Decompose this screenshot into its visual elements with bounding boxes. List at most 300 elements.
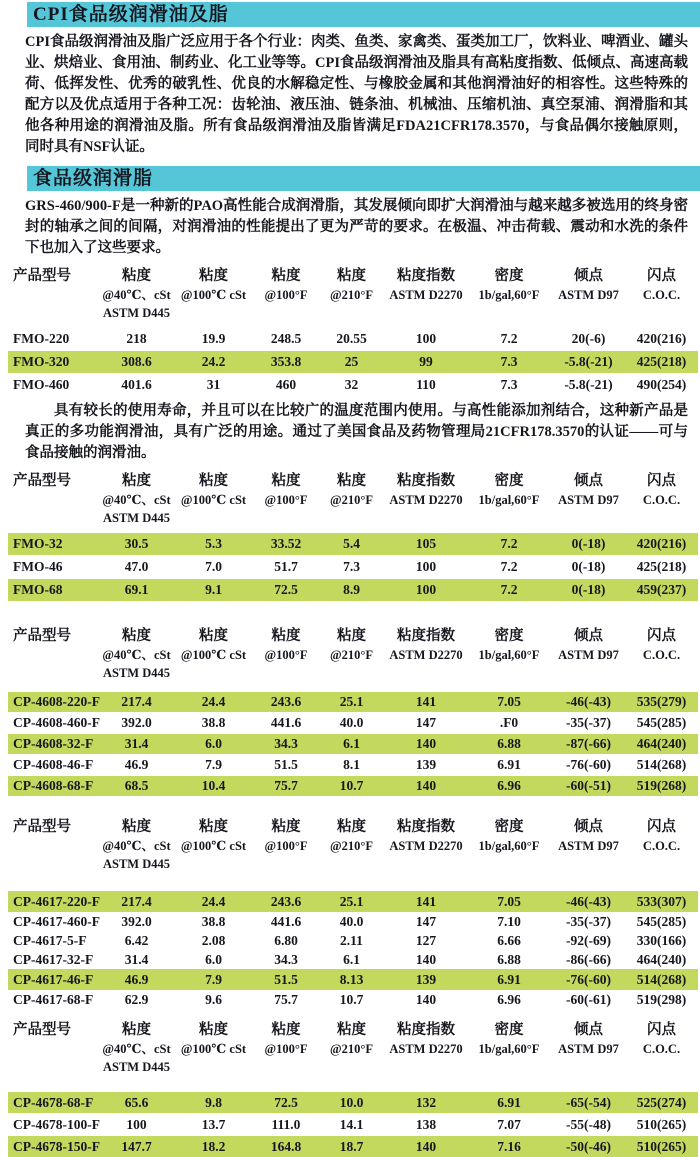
table-cell: 147 <box>415 914 437 929</box>
table-cell: 218 <box>126 331 147 346</box>
column-sublabel: C.O.C. <box>642 839 681 853</box>
table-cell: 34.3 <box>274 736 298 751</box>
table-cell: 6.42 <box>124 933 149 948</box>
table-cell: 62.9 <box>124 992 149 1007</box>
table-cell: 6.91 <box>497 972 521 987</box>
table-cell: 100 <box>415 559 437 574</box>
column-label: 密度 <box>494 819 524 835</box>
table-cell: 99 <box>419 354 433 369</box>
table-cell: 6.1 <box>343 736 360 751</box>
table-cell: 441.6 <box>270 715 302 730</box>
table-cell: 533(307) <box>636 894 687 909</box>
column-label: 倾点 <box>574 268 603 284</box>
column-header <box>385 818 467 873</box>
column-header <box>551 1021 626 1076</box>
column-sublabel: ASTM D97 <box>558 839 619 853</box>
table-cell: 535(279) <box>636 694 687 709</box>
table-cell: -55(-48) <box>566 1117 611 1132</box>
column-header <box>467 1021 551 1076</box>
table-cell: 47.0 <box>124 559 149 574</box>
table-cell: 30.5 <box>124 536 149 551</box>
column-label: 粘度 <box>122 819 151 835</box>
column-header <box>467 818 551 873</box>
table-cell: 217.4 <box>121 894 152 909</box>
column-header <box>8 818 100 873</box>
table-cell: 46.9 <box>124 972 149 987</box>
column-sublabel: @40℃、cSt <box>102 839 171 853</box>
column-label: 粘度指数 <box>397 628 455 644</box>
column-sublabel: C.O.C. <box>642 1042 681 1056</box>
table-cell: 9.1 <box>205 582 222 597</box>
column-header <box>467 267 551 322</box>
table-cell: 9.6 <box>205 992 222 1007</box>
table-cell: 308.6 <box>121 354 152 369</box>
table-cell: 100 <box>126 1117 147 1132</box>
table-cell: 464(240) <box>636 952 687 967</box>
table-cell: 9.8 <box>205 1095 222 1110</box>
column-header <box>551 267 626 322</box>
table-cell: 5.4 <box>343 536 360 551</box>
column-method: ASTM D445 <box>102 857 171 871</box>
column-label: 粘度 <box>271 473 301 489</box>
column-label: 粘度 <box>199 819 228 835</box>
column-sublabel: @100℃ cSt <box>180 839 247 853</box>
table-row <box>8 990 698 1009</box>
column-header <box>254 472 318 527</box>
table-cell: 40.0 <box>339 914 364 929</box>
column-label: 粘度 <box>199 268 228 284</box>
column-label: 闪点 <box>647 268 676 284</box>
table-cell: -50(-46) <box>566 1139 611 1154</box>
table-row <box>8 1136 698 1157</box>
column-header <box>626 472 697 527</box>
table-cell: 100 <box>415 331 437 346</box>
table-cell: 7.9 <box>205 757 222 772</box>
column-label: 倾点 <box>574 1022 603 1038</box>
table-cell: 6.66 <box>497 933 521 948</box>
table-cell: 10.7 <box>339 778 364 793</box>
column-method: ASTM D445 <box>102 666 171 680</box>
column-label: 闪点 <box>647 1022 676 1038</box>
table-cell: -87(-66) <box>566 736 611 751</box>
table-cell: 68.5 <box>124 778 149 793</box>
column-header <box>8 472 100 527</box>
column-header <box>467 627 551 682</box>
table-header <box>8 1021 698 1076</box>
column-sublabel: @210°F <box>329 288 373 302</box>
column-header <box>100 818 173 873</box>
column-header <box>551 818 626 873</box>
table-row <box>8 969 698 990</box>
column-sublabel: C.O.C. <box>642 493 681 507</box>
product-model: CP-4617-220-F <box>13 894 100 909</box>
table-cell: 545(285) <box>636 914 687 929</box>
table-cell: 140 <box>415 736 437 751</box>
column-header <box>173 1021 254 1076</box>
table-cell: 14.1 <box>339 1117 364 1132</box>
table-cell: 7.9 <box>205 972 222 987</box>
table-cell: 243.6 <box>270 694 302 709</box>
table-cell: 51.5 <box>274 757 298 772</box>
column-sublabel: @40℃、cSt <box>102 493 171 507</box>
table-cell: 32 <box>344 377 359 392</box>
column-label: 倾点 <box>574 473 603 489</box>
table-cell: 6.1 <box>343 952 360 967</box>
table-row <box>8 950 698 969</box>
column-label: 闪点 <box>647 628 676 644</box>
column-sublabel: @100℃ cSt <box>180 493 247 507</box>
product-model: CP-4678-150-F <box>13 1139 100 1154</box>
column-header <box>8 267 100 322</box>
column-header <box>254 1021 318 1076</box>
table-cell: 7.2 <box>500 331 518 346</box>
table-cell: 31 <box>206 377 221 392</box>
column-sublabel: ASTM D2270 <box>389 288 463 302</box>
table-cell: -60(-51) <box>566 778 611 793</box>
table-cell: 514(268) <box>636 757 687 772</box>
column-sublabel: @210°F <box>329 1042 373 1056</box>
column-method: ASTM D445 <box>102 511 171 525</box>
column-label: 粘度 <box>337 819 366 835</box>
column-method: ASTM D445 <box>102 1060 171 1074</box>
column-sublabel: ASTM D97 <box>558 1042 619 1056</box>
table-cell: 51.5 <box>274 972 298 987</box>
table-cell: 490(254) <box>636 377 687 392</box>
table-cell: 6.96 <box>497 778 521 793</box>
column-label: 产品型号 <box>13 268 71 284</box>
table-cell: -5.8(-21) <box>564 354 613 369</box>
column-sublabel: ASTM D97 <box>558 288 619 302</box>
table-cell: 7.3 <box>343 559 360 574</box>
product-model: FMO-460 <box>13 377 70 392</box>
table-cell: 24.2 <box>201 354 226 369</box>
product-model: FMO-220 <box>13 331 70 346</box>
fmo-light-oil-table <box>8 472 698 601</box>
column-header <box>551 472 626 527</box>
table-cell: 46.9 <box>124 757 149 772</box>
product-model: CP-4608-46-F <box>13 757 94 772</box>
column-header <box>385 1021 467 1076</box>
section-title-grease: 食品级润滑脂 <box>33 168 154 189</box>
column-label: 密度 <box>494 268 524 284</box>
column-label: 密度 <box>494 473 524 489</box>
table-cell: 31.4 <box>124 952 149 967</box>
table-cell: 243.6 <box>270 894 302 909</box>
table-cell: 5.3 <box>205 536 222 551</box>
table-cell: 18.7 <box>339 1139 364 1154</box>
table-row <box>8 1114 698 1135</box>
table-cell: -46(-43) <box>566 694 611 709</box>
column-header <box>254 627 318 682</box>
column-label: 粘度指数 <box>397 268 455 284</box>
table-cell: -92(-69) <box>566 933 611 948</box>
column-sublabel: @100℃ cSt <box>180 648 247 662</box>
table-cell: 6.88 <box>497 736 521 751</box>
column-sublabel: @40℃、cSt <box>102 1042 171 1056</box>
table-cell: 392.0 <box>121 914 152 929</box>
column-sublabel: C.O.C. <box>642 648 681 662</box>
column-header <box>318 627 385 682</box>
column-header <box>318 267 385 322</box>
column-sublabel: @100°F <box>264 648 308 662</box>
column-sublabel: @100°F <box>264 1042 308 1056</box>
table-cell: 425(218) <box>636 354 687 369</box>
table-cell: 75.7 <box>274 992 298 1007</box>
table-row <box>8 556 698 578</box>
table-row <box>8 713 698 733</box>
table-cell: 100 <box>415 582 437 597</box>
table-cell: 38.8 <box>201 715 226 730</box>
section-paragraph-grease: GRS-460/900-F是一种新的PAO高性能合成润滑脂，其发展倾向即扩大润滑油与越来越多被选用的终身密封的轴承之间的间隔，对润滑油的性能提出了更为严苛的要求。在极温、冲击荷载、震动和水洗的条件下也加入了这些要求。 <box>25 198 688 256</box>
table-row <box>8 755 698 775</box>
table-cell: 460 <box>275 377 297 392</box>
column-header <box>318 818 385 873</box>
column-label: 粘度 <box>122 268 151 284</box>
table-cell: 72.5 <box>274 582 298 597</box>
table-cell: 514(268) <box>636 972 687 987</box>
table-cell: 141 <box>415 894 437 909</box>
table-cell: 38.8 <box>201 914 226 929</box>
column-sublabel: @100℃ cSt <box>180 1042 247 1056</box>
table-cell: 6.91 <box>497 757 521 772</box>
column-header <box>173 627 254 682</box>
table-cell: -46(-43) <box>566 894 611 909</box>
table-cell: 10.7 <box>339 992 364 1007</box>
table-row <box>8 533 698 555</box>
table-cell: 6.0 <box>205 952 222 967</box>
product-model: CP-4617-32-F <box>13 952 94 967</box>
table-cell: 6.91 <box>497 1095 521 1110</box>
table-row <box>8 692 698 712</box>
table-cell: .F0 <box>499 715 519 730</box>
column-label: 粘度 <box>337 268 366 284</box>
table-cell: 6.80 <box>274 933 298 948</box>
product-model: CP-4617-460-F <box>13 914 100 929</box>
table-cell: 7.2 <box>500 559 518 574</box>
table-cell: 140 <box>415 992 437 1007</box>
table-cell: 7.10 <box>497 914 521 929</box>
column-header <box>467 472 551 527</box>
product-model: FMO-320 <box>13 354 70 369</box>
table-cell: 7.2 <box>500 536 518 551</box>
column-header <box>254 267 318 322</box>
table-cell: 7.07 <box>497 1117 521 1132</box>
table-cell: 40.0 <box>339 715 364 730</box>
table-cell: 24.4 <box>201 894 226 909</box>
table-cell: 33.52 <box>270 536 302 551</box>
product-model: CP-4608-32-F <box>13 736 94 751</box>
product-model: CP-4617-5-F <box>13 933 87 948</box>
table-cell: 140 <box>415 952 437 967</box>
column-label: 产品型号 <box>13 473 71 489</box>
table-row <box>8 931 698 950</box>
table-row <box>8 776 698 796</box>
product-model: CP-4608-460-F <box>13 715 100 730</box>
table-cell: 110 <box>416 377 436 392</box>
table-cell: 25.1 <box>339 894 364 909</box>
section-title-bar-oils <box>27 2 700 27</box>
table-cell: 425(218) <box>636 559 687 574</box>
table-cell: 105 <box>415 536 437 551</box>
table-cell: 217.4 <box>121 694 152 709</box>
table-cell: 65.6 <box>124 1095 149 1110</box>
column-label: 粘度指数 <box>397 1022 455 1038</box>
table-cell: -76(-60) <box>566 972 611 987</box>
column-sublabel: @40℃、cSt <box>102 288 171 302</box>
table-cell: 2.08 <box>201 933 226 948</box>
table-cell: 139 <box>415 972 437 987</box>
table-cell: 72.5 <box>274 1095 298 1110</box>
section-paragraph-oils: CPI食品级润滑油及脂广泛应用于各个行业：肉类、鱼类、家禽类、蛋类加工厂，饮料业、啤酒业、罐头业、烘焙业、食用油、制药业、化工业等等。CPI食品级润滑油及脂具有高粘度指数、低倾点、高速高载荷、低挥发性、优秀的破乳性、优良的水解稳定性、与橡胶金属和其他润滑油好的相容性。这些特殊的配方以及优点适用于各种工况：齿轮油、液压油、链条油、机械油、压缩机油、真空泵浦、润滑脂和其他各种用途的润滑油及脂。所有食品级润滑油及脂皆满足FDA21CFR178.3570，与食品偶尔接触原则，同时具有NSF认证。 <box>25 34 688 155</box>
column-label: 粘度 <box>337 473 366 489</box>
table-cell: 31.4 <box>124 736 149 751</box>
column-label: 粘度指数 <box>397 473 455 489</box>
column-header <box>8 1021 100 1076</box>
column-sublabel: ASTM D2270 <box>389 493 463 507</box>
table-cell: -60(-61) <box>566 992 611 1007</box>
table-cell: 19.9 <box>201 331 226 346</box>
table-cell: 0(-18) <box>571 536 606 551</box>
column-header <box>626 627 697 682</box>
table-cell: 248.5 <box>270 331 302 346</box>
column-label: 粘度 <box>271 1022 301 1038</box>
column-sublabel: @100°F <box>264 839 308 853</box>
column-header <box>173 267 254 322</box>
table-row <box>8 328 698 350</box>
table-cell: 519(298) <box>636 992 687 1007</box>
table-cell: 18.2 <box>201 1139 226 1154</box>
table-cell: 147.7 <box>121 1139 152 1154</box>
table-cell: 353.8 <box>270 354 302 369</box>
column-header <box>626 267 697 322</box>
column-method: ASTM D445 <box>102 306 171 320</box>
cp-4678-table <box>8 1021 698 1157</box>
table-cell: 147 <box>415 715 437 730</box>
table-header <box>8 267 698 322</box>
table-cell: -65(-54) <box>566 1095 611 1110</box>
table-row <box>8 734 698 754</box>
column-label: 产品型号 <box>13 819 71 835</box>
table-cell: 510(265) <box>636 1117 687 1132</box>
column-header <box>8 627 100 682</box>
table-cell: 20.55 <box>336 331 367 346</box>
column-header <box>318 1021 385 1076</box>
column-label: 密度 <box>494 1022 524 1038</box>
table-cell: 10.0 <box>339 1095 364 1110</box>
table-cell: 140 <box>415 778 437 793</box>
table-cell: 330(166) <box>636 933 687 948</box>
table-cell: 519(268) <box>636 778 687 793</box>
product-model: CP-4678-100-F <box>13 1117 100 1132</box>
table-cell: 141 <box>415 694 437 709</box>
table-cell: 51.7 <box>274 559 298 574</box>
table-cell: 34.3 <box>274 952 298 967</box>
table-cell: 8.1 <box>343 757 360 772</box>
table-cell: 7.3 <box>500 354 518 369</box>
table-cell: 401.6 <box>121 377 152 392</box>
mid-paragraph: 具有较长的使用寿命，并且可以在比较广的温度范围内使用。与高性能添加剂结合，这种新产品是真正的多功能润滑油，具有广泛的用途。通过了美国食品及药物管理局21CFR178.3570的认证——可与食品接触的润滑油。 <box>25 403 688 461</box>
table-cell: 510(265) <box>636 1139 687 1154</box>
table-row <box>8 912 698 931</box>
table-cell: 132 <box>415 1095 437 1110</box>
table-row <box>8 579 698 601</box>
table-cell: -5.8(-21) <box>564 377 613 392</box>
column-header <box>173 818 254 873</box>
table-cell: 6.96 <box>497 992 521 1007</box>
table-cell: 69.1 <box>124 582 149 597</box>
table-cell: 20(-6) <box>571 331 606 346</box>
column-sublabel: @100°F <box>264 493 308 507</box>
column-label: 粘度 <box>122 1022 151 1038</box>
cp-4608-table <box>8 627 698 796</box>
table-row <box>8 891 698 912</box>
column-sublabel: C.O.C. <box>642 288 681 302</box>
column-sublabel: @40℃、cSt <box>102 648 171 662</box>
cp-4617-table <box>8 818 698 1009</box>
product-model: FMO-68 <box>13 582 63 597</box>
column-label: 倾点 <box>574 628 603 644</box>
column-label: 粘度 <box>271 268 301 284</box>
table-cell: 7.05 <box>497 894 521 909</box>
column-sublabel: ASTM D2270 <box>389 839 463 853</box>
column-label: 产品型号 <box>13 1022 71 1038</box>
table-cell: 420(216) <box>636 331 687 346</box>
table-cell: 392.0 <box>121 715 152 730</box>
table-cell: 8.13 <box>339 972 364 987</box>
table-cell: 75.7 <box>274 778 298 793</box>
column-label: 倾点 <box>574 819 603 835</box>
product-model: CP-4678-68-F <box>13 1095 94 1110</box>
table-row <box>8 351 698 373</box>
column-label: 粘度 <box>337 1022 366 1038</box>
column-sublabel: 1b/gal,60°F <box>478 648 540 662</box>
section-title-bar-grease <box>27 166 700 191</box>
table-cell: 6.0 <box>205 736 222 751</box>
column-label: 粘度 <box>271 628 301 644</box>
column-header <box>318 472 385 527</box>
table-cell: 8.9 <box>343 582 360 597</box>
column-header <box>385 627 467 682</box>
column-label: 粘度 <box>271 819 301 835</box>
table-cell: 6.88 <box>497 952 521 967</box>
column-header <box>385 267 467 322</box>
table-cell: 7.3 <box>500 377 518 392</box>
column-sublabel: ASTM D97 <box>558 648 619 662</box>
product-model: CP-4608-68-F <box>13 778 94 793</box>
column-sublabel: 1b/gal,60°F <box>478 288 540 302</box>
table-row <box>8 1092 698 1113</box>
column-sublabel: 1b/gal,60°F <box>478 493 540 507</box>
column-label: 粘度 <box>122 473 151 489</box>
table-cell: 545(285) <box>636 715 687 730</box>
table-cell: 140 <box>415 1139 437 1154</box>
column-label: 粘度 <box>199 473 228 489</box>
column-header <box>626 1021 697 1076</box>
column-header <box>100 267 173 322</box>
table-cell: 441.6 <box>270 914 302 929</box>
table-cell: 25.1 <box>339 694 364 709</box>
product-model: CP-4617-46-F <box>13 972 94 987</box>
table-cell: 164.8 <box>270 1139 302 1154</box>
fmo-heavy-oil-table <box>8 267 698 396</box>
column-header <box>100 627 173 682</box>
table-header <box>8 472 698 527</box>
table-header <box>8 627 698 682</box>
column-header <box>100 472 173 527</box>
table-row <box>8 374 698 396</box>
table-cell: 2.11 <box>340 933 363 948</box>
column-sublabel: @210°F <box>329 493 373 507</box>
